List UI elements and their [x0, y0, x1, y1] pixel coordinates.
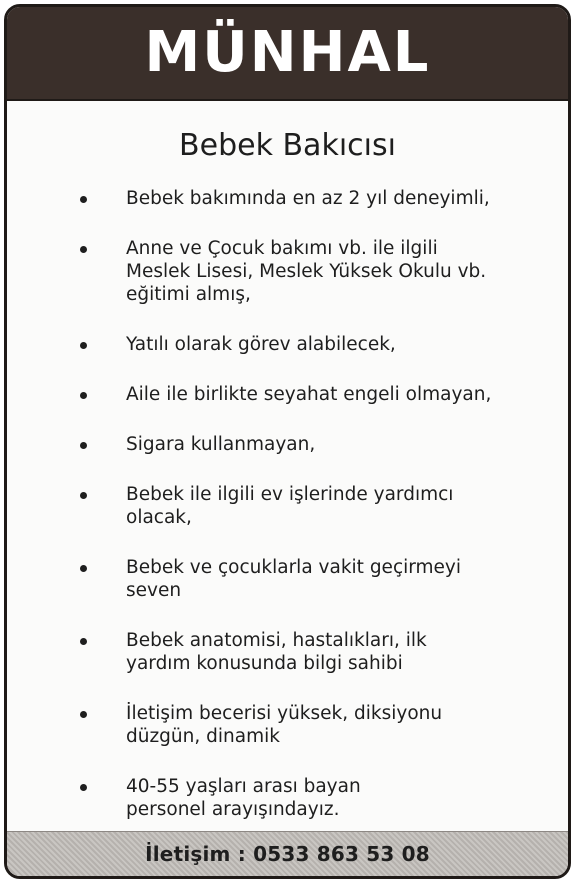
list-item-line: Meslek Lisesi, Meslek Yüksek Okulu vb. — [126, 261, 487, 282]
bullet-icon — [80, 246, 87, 253]
list-item — [87, 629, 550, 675]
list-item — [87, 333, 550, 356]
job-title: Bebek Bakıcısı — [179, 128, 396, 163]
list-item-line: Bebek ile ilgili ev işlerinde yardımcı — [126, 484, 454, 505]
bullet-icon — [80, 442, 87, 449]
list-item-line: Bebek bakımında en az 2 yıl deneyimli, — [126, 188, 490, 209]
requirements-list — [7, 187, 568, 821]
list-item-line: personel arayışındayız. — [126, 799, 340, 820]
job-ad — [4, 4, 571, 879]
list-item — [87, 483, 550, 529]
list-item — [87, 702, 550, 748]
list-item-line: Yatılı olarak görev alabilecek, — [126, 334, 396, 355]
bullet-icon — [80, 392, 87, 399]
list-item-line: yardım konusunda bilgi sahibi — [126, 653, 403, 674]
list-item — [87, 775, 550, 821]
list-item-line: eğitimi almış, — [126, 284, 251, 305]
bullet-icon — [80, 711, 87, 718]
bullet-icon — [80, 342, 87, 349]
list-item — [87, 383, 550, 406]
bullet-icon — [80, 196, 87, 203]
list-item-line: Bebek ve çocuklarla vakit geçirmeyi — [126, 557, 462, 578]
list-item — [87, 237, 550, 306]
bullet-icon — [80, 492, 87, 499]
contact-phone: İletişim : 0533 863 53 08 — [145, 842, 430, 866]
list-item-line: İletişim becerisi yüksek, diksiyonu — [126, 703, 443, 724]
list-item — [87, 187, 550, 210]
list-item-line: seven — [126, 580, 182, 601]
bullet-icon — [80, 638, 87, 645]
bullet-icon — [80, 565, 87, 572]
contact-footer — [7, 831, 568, 876]
ad-title: MÜNHAL — [144, 20, 431, 85]
bullet-icon — [80, 784, 87, 791]
list-item-line: Bebek anatomisi, hastalıkları, ilk — [126, 630, 427, 651]
list-item-line: Sigara kullanmayan, — [126, 434, 316, 455]
list-item — [87, 556, 550, 602]
list-item-line: Aile ile birlikte seyahat engeli olmayan, — [126, 384, 492, 405]
list-item-line: olacak, — [126, 507, 192, 528]
list-item-line: Anne ve Çocuk bakımı vb. ile ilgili — [126, 238, 438, 259]
list-item — [87, 433, 550, 456]
header-banner — [7, 7, 568, 101]
list-item-line: 40-55 yaşları arası bayan — [126, 776, 361, 797]
list-item-line: düzgün, dinamik — [126, 726, 280, 747]
